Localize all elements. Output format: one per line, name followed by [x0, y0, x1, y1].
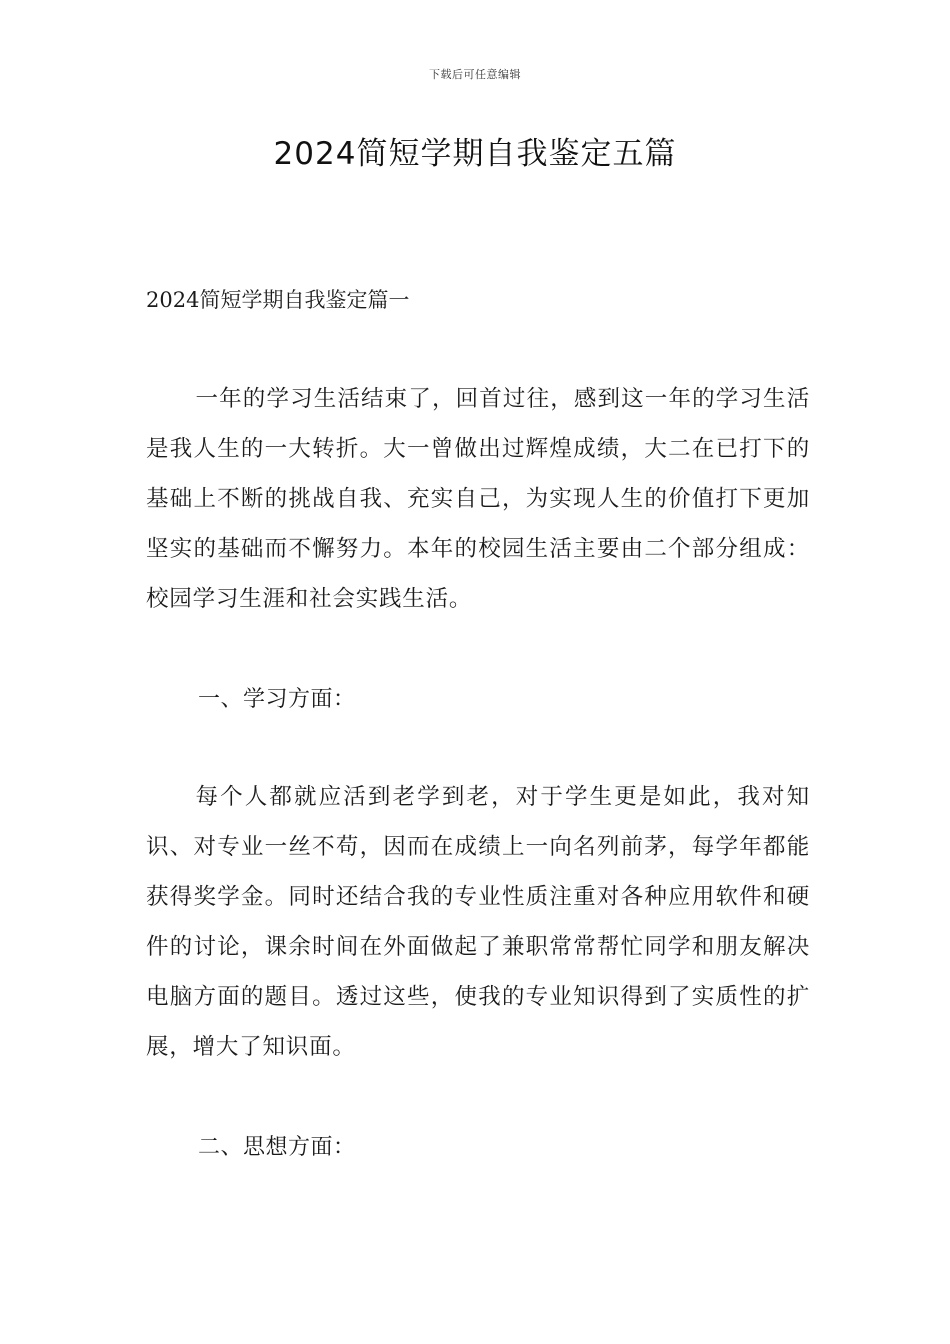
subheading-study: 一、学习方面： [198, 687, 356, 712]
paragraph-intro: 一年的学习生活结束了，回首过往，感到这一年的学习生活是我人生的一大转折。大一曾做出过辉煌成绩，大二在已打下的基础上不断的挑战自我、充实自己，为实现人生的价值打下更加坚实的基础而不懈努力。本年的校园生活主要由二个部分组成：校园学习生涯和社会实践生活。 [146, 386, 810, 612]
section-heading: 2024简短学期自我鉴定篇一 [146, 288, 410, 312]
header-note: 下载后可任意编辑 [429, 68, 521, 81]
subheading-thought: 二、思想方面： [198, 1135, 356, 1160]
paragraph-study: 每个人都就应活到老学到老，对于学生更是如此，我对知识、对专业一丝不苟，因而在成绩上一向名列前茅，每学年都能获得奖学金。同时还结合我的专业性质注重对各种应用软件和硬件的讨论，课余时间在外面做起了兼职常常帮忙同学和朋友解决电脑方面的题目。透过这些，使我的专业知识得到了实质性的扩展，增大了知识面。 [146, 784, 810, 1060]
document-title: 2024简短学期自我鉴定五篇 [273, 136, 677, 172]
